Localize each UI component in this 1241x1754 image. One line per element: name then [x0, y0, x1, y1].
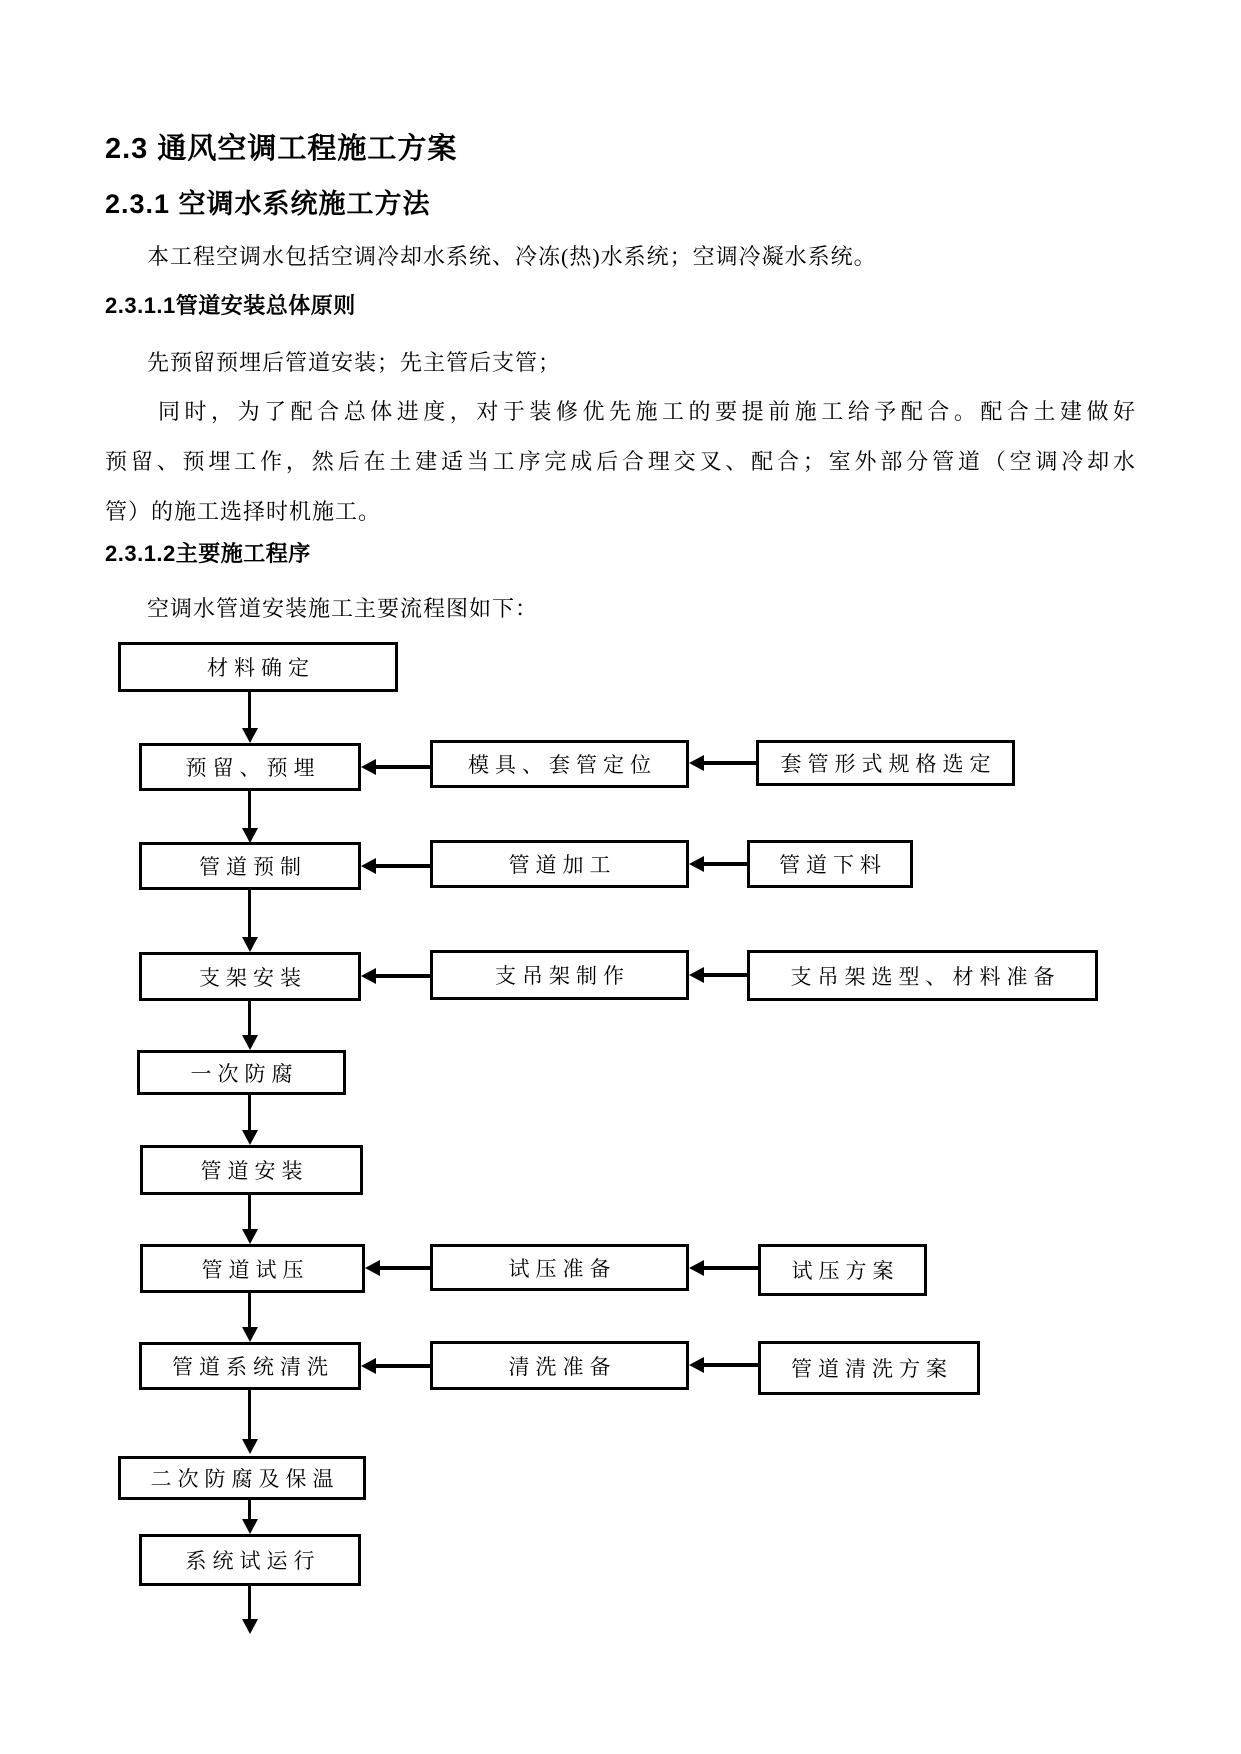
- flow-node-mold-sleeve-positioning: 模具、套管定位: [430, 740, 689, 788]
- arrow-down-icon: [242, 1195, 258, 1244]
- arrow-down-icon: [242, 1586, 258, 1634]
- paragraph-coordination-line1: 同时，为了配合总体进度，对于装修优先施工的要提前施工给予配合。配合土建做好: [158, 399, 1136, 424]
- flow-node-reserve-embed: 预留、预埋: [139, 743, 361, 791]
- arrow-down-icon: [242, 791, 258, 843]
- flow-node-pipe-prefabrication: 管道预制: [139, 842, 361, 890]
- arrow-left-icon: [365, 1260, 430, 1276]
- section-heading-2-3: 2.3 通风空调工程施工方案: [105, 133, 458, 165]
- flow-node-pipe-cutting: 管道下料: [747, 840, 913, 888]
- flow-node-pipe-pressure-test: 管道试压: [140, 1244, 365, 1293]
- arrow-left-icon: [689, 1260, 758, 1276]
- arrow-down-icon: [242, 1500, 258, 1534]
- flow-node-system-trial-run: 系统试运行: [139, 1534, 361, 1586]
- arrow-down-icon: [242, 1095, 258, 1145]
- arrow-down-icon: [242, 890, 258, 952]
- flow-node-sleeve-spec-selection: 套管形式规格选定: [756, 740, 1015, 786]
- arrow-left-icon: [689, 967, 747, 983]
- flow-node-secondary-anticorrosion-insulation: 二次防腐及保温: [118, 1456, 366, 1500]
- flow-node-cleaning-preparation: 清洗准备: [430, 1341, 689, 1390]
- flow-node-pipe-system-cleaning: 管道系统清洗: [139, 1342, 361, 1390]
- flow-node-primary-anticorrosion: 一次防腐: [137, 1050, 346, 1095]
- flow-node-pipe-processing: 管道加工: [430, 840, 689, 888]
- paragraph-coordination-line2: 预留、预埋工作，然后在土建适当工序完成后合理交叉、配合；室外部分管道（空调冷却水: [105, 449, 1136, 474]
- flow-node-pressure-test-plan: 试压方案: [758, 1244, 927, 1296]
- flow-node-hanger-selection-material-prep: 支吊架选型、材料准备: [747, 950, 1098, 1001]
- flow-node-material-determination: 材料确定: [118, 642, 398, 692]
- arrow-left-icon: [361, 968, 430, 984]
- paragraph-principle: 先预留预埋后管道安装；先主管后支管；: [147, 350, 562, 375]
- paragraph-intro: 本工程空调水包括空调冷却水系统、冷冻(热)水系统；空调冷凝水系统。: [147, 244, 877, 269]
- flow-node-support-installation: 支架安装: [139, 952, 361, 1001]
- section-heading-2-3-1-1: 2.3.1.1管道安装总体原则: [105, 293, 356, 318]
- arrow-left-icon: [361, 1358, 430, 1374]
- arrow-left-icon: [361, 858, 430, 874]
- arrow-left-icon: [361, 759, 430, 775]
- paragraph-flowchart-intro: 空调水管道安装施工主要流程图如下：: [147, 596, 539, 621]
- flow-node-pressure-test-preparation: 试压准备: [430, 1244, 689, 1291]
- section-heading-2-3-1: 2.3.1 空调水系统施工方法: [105, 189, 431, 219]
- arrow-down-icon: [242, 692, 258, 743]
- flow-node-hanger-fabrication: 支吊架制作: [430, 950, 689, 1000]
- flow-node-pipe-cleaning-plan: 管道清洗方案: [758, 1341, 980, 1395]
- arrow-down-icon: [242, 1293, 258, 1342]
- arrow-left-icon: [689, 1357, 758, 1373]
- arrow-down-icon: [242, 1001, 258, 1050]
- flow-node-pipe-installation: 管道安装: [140, 1145, 363, 1195]
- arrow-down-icon: [242, 1390, 258, 1454]
- paragraph-coordination-line3: 管）的施工选择时机施工。: [105, 499, 382, 524]
- arrow-left-icon: [689, 755, 756, 771]
- arrow-left-icon: [689, 856, 747, 872]
- section-heading-2-3-1-2: 2.3.1.2主要施工程序: [105, 541, 311, 566]
